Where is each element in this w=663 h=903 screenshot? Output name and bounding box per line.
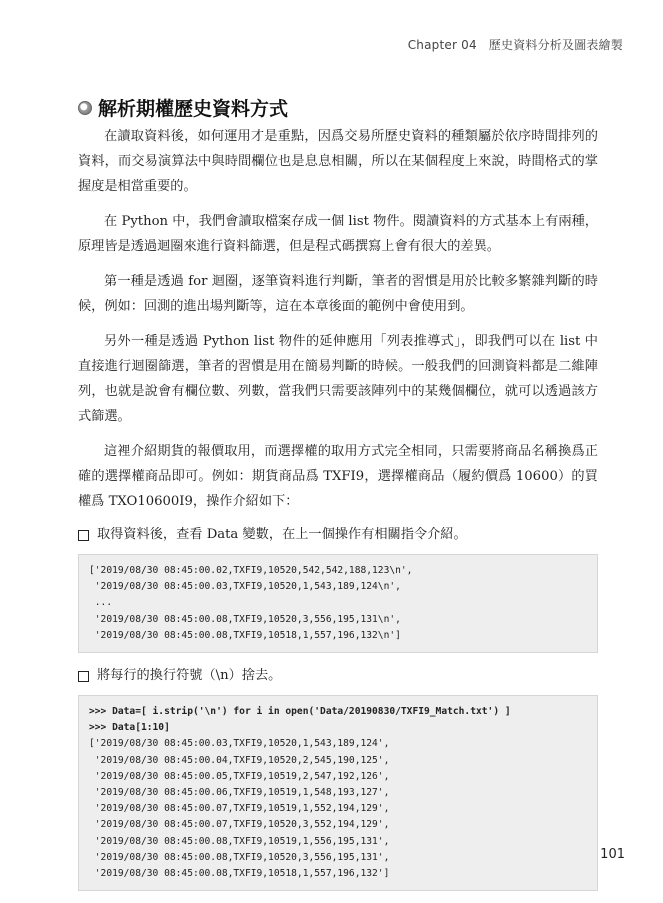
- page-body: [78, 124, 598, 903]
- step-label: 取得資料後，查看 Data 變數，在上一個操作有相關指令介紹。: [97, 527, 467, 542]
- code-line: '2019/08/30 08:45:00.08,TXFI9,10518,1,557,196,132']: [89, 868, 390, 880]
- paragraph: 第一種是透過 for 迴圈，逐筆資料進行判斷，筆者的習慣是用於比較多繁雜判斷的時候，例如：回測的進出場判斷等，這在本章後面的範例中會使用到。: [78, 274, 598, 314]
- code-line: '2019/08/30 08:45:00.07,TXFI9,10520,3,552,194,129',: [89, 819, 390, 831]
- code-line: '2019/08/30 08:45:00.08,TXFI9,10519,1,556,195,131',: [89, 835, 390, 847]
- code-block: [78, 554, 598, 653]
- running-header: [408, 36, 623, 53]
- code-line: '2019/08/30 08:45:00.08,TXFI9,10518,1,557,196,132\n']: [89, 629, 401, 641]
- code-line: '2019/08/30 08:45:00.08,TXFI9,10520,3,556,195,131',: [89, 851, 390, 863]
- code-line: '2019/08/30 08:45:00.08,TXFI9,10520,3,556,195,131\n',: [89, 613, 401, 625]
- paragraph: 在讀取資料後，如何運用才是重點，因爲交易所歷史資料的種類屬於依序時間排列的資料，而交易演算法中與時間欄位也是息息相關，所以在某個程度上來說，時間格式的掌握度是相當重要的。: [78, 129, 598, 194]
- chapter-title: 歷史資料分析及圖表繪製: [488, 38, 623, 52]
- paragraph: 這裡介紹期貨的報價取用，而選擇權的取用方式完全相同，只需要將商品名稱換爲正確的選擇權商品即可。例如：期貨商品爲 TXFI9，選擇權商品（履約價爲 10600）的買權爲 TXO10600I9，操作介紹如下：: [78, 444, 598, 509]
- step-item: [78, 665, 598, 687]
- step-label: 將每行的換行符號（\n）捨去。: [97, 668, 282, 684]
- checkbox-icon: [78, 530, 89, 541]
- section-heading: [78, 94, 288, 121]
- checkbox-icon: [78, 671, 89, 682]
- page-number: 101: [600, 847, 625, 862]
- paragraph: 在 Python 中，我們會讀取檔案存成一個 list 物件。閱讀資料的方式基本上有兩種，原理皆是透過迴圈來進行資料篩選，但是程式碼撰寫上會有很大的差異。: [78, 214, 598, 254]
- paragraph: 另外一種是透過 Python list 物件的延伸應用「列表推導式」，即我們可以在 list 中直接進行迴圈篩選，筆者的習慣是用在簡易判斷的時候。一般我們的回測資料都是二維陣列，也就是說會有欄位數、列數，當我們只需要該陣列中的某幾個欄位，就可以透過該方式篩選。: [78, 334, 598, 424]
- code-line: '2019/08/30 08:45:00.05,TXFI9,10519,2,547,192,126',: [89, 770, 390, 782]
- chapter-label: Chapter 04: [407, 38, 477, 52]
- code-block: [78, 695, 598, 891]
- code-line: '2019/08/30 08:45:00.06,TXFI9,10519,1,548,193,127',: [89, 787, 390, 799]
- step-item: [78, 524, 598, 546]
- section-title-text: 解析期權歷史資料方式: [98, 98, 289, 120]
- code-line: '2019/08/30 08:45:00.07,TXFI9,10519,1,552,194,129',: [89, 803, 390, 815]
- circle-bullet-icon: [78, 101, 92, 115]
- code-prompt-line: >>> Data=[ i.strip('\n') for i in open('Data/20190830/TXFI9_Match.txt') ]: [89, 706, 511, 718]
- code-line: ['2019/08/30 08:45:00.03,TXFI9,10520,1,543,189,124',: [89, 738, 390, 750]
- code-line: ['2019/08/30 08:45:00.02,TXFI9,10520,542,542,188,123\n',: [89, 565, 413, 576]
- code-line: ...: [89, 597, 113, 609]
- code-line: '2019/08/30 08:45:00.03,TXFI9,10520,1,543,189,124\n',: [89, 581, 401, 593]
- code-prompt-line: >>> Data[1:10]: [89, 722, 170, 734]
- code-line: '2019/08/30 08:45:00.04,TXFI9,10520,2,545,190,125',: [89, 754, 390, 766]
